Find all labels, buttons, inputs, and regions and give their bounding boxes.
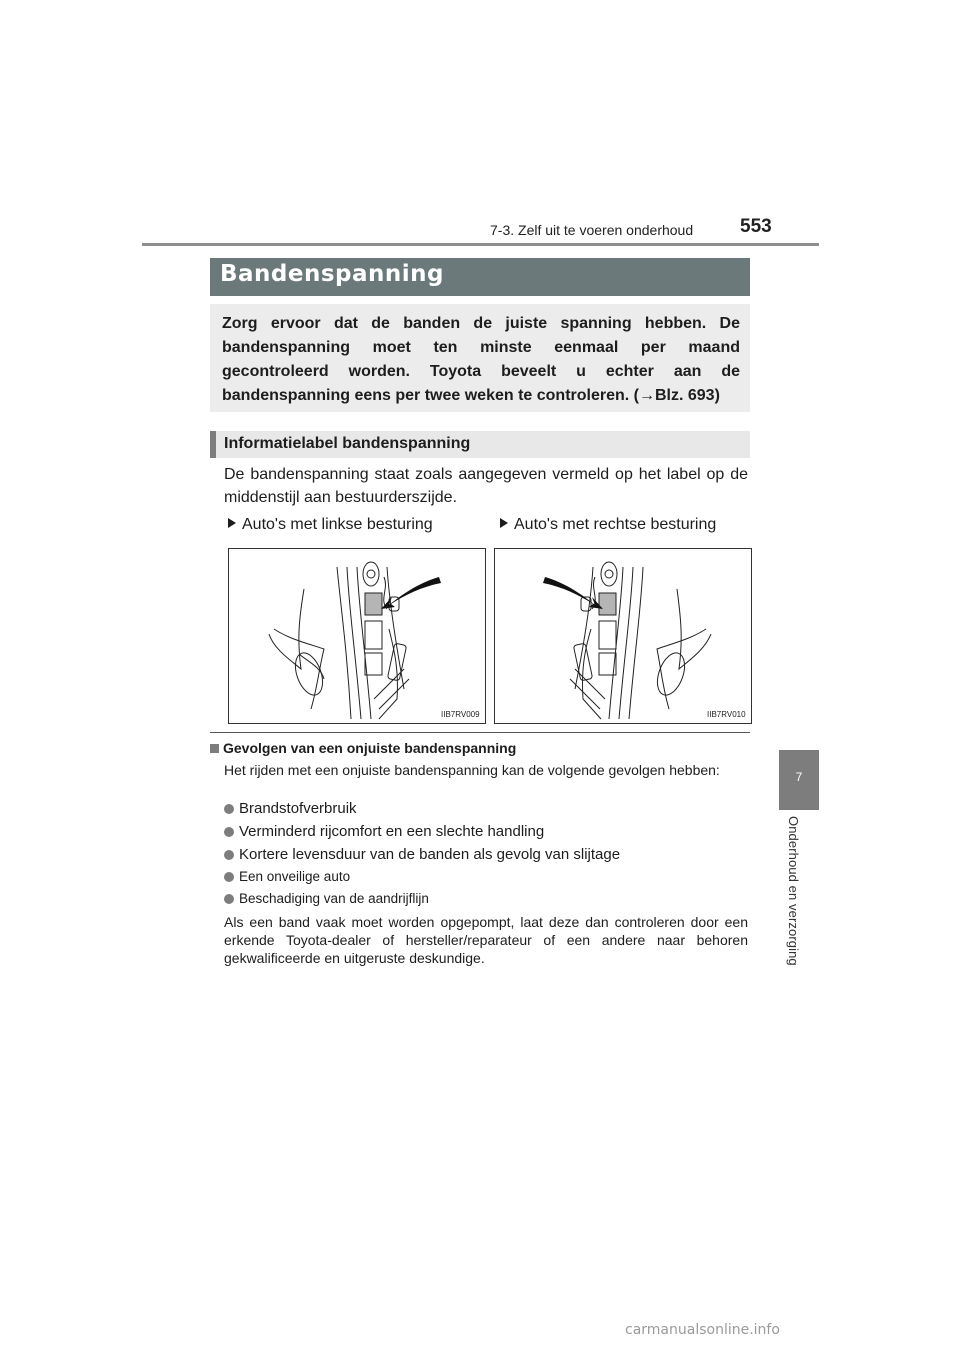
heading-accent-bar bbox=[210, 431, 216, 458]
label-section-body: De bandenspanning staat zoals aangegeven vermeld op het label op de middenstijl aan bestuurderszijde. bbox=[224, 466, 748, 506]
pillar-illustration-right bbox=[495, 549, 751, 723]
label-section-heading bbox=[210, 431, 750, 458]
watermark: carmanualsonline.info bbox=[625, 1322, 780, 1338]
square-bullet-icon bbox=[210, 744, 219, 753]
section-divider bbox=[210, 732, 750, 733]
circle-bullet-icon bbox=[224, 804, 234, 814]
label-section-heading-text: Informatielabel bandenspanning bbox=[224, 435, 471, 452]
triangle-bullet-icon bbox=[228, 518, 236, 528]
figure-rhd-pillar bbox=[494, 548, 752, 724]
triangle-bullet-icon bbox=[500, 518, 508, 528]
circle-bullet-icon bbox=[224, 894, 234, 904]
chapter-tab bbox=[779, 750, 819, 810]
figure-lhd-pillar bbox=[228, 548, 486, 724]
circle-bullet-icon bbox=[224, 827, 234, 837]
circle-bullet-icon bbox=[224, 872, 234, 882]
page-number: 553 bbox=[740, 216, 772, 237]
list-item: Brandstofverbruik bbox=[224, 800, 357, 817]
consequences-outro: Als een band vaak moet worden opgepompt, laat deze dan controleren door een erkende Toyota-dealer of hersteller/reparateur of een andere naar behoren gekwalificeerde en uitgeruste deskundige. bbox=[224, 914, 748, 966]
header-rule bbox=[142, 243, 819, 246]
section-header: 7-3. Zelf uit te voeren onderhoud bbox=[490, 222, 694, 238]
chapter-number: 7 bbox=[795, 770, 803, 784]
consequences-intro: Het rijden met een onjuiste bandenspanning kan de volgende gevolgen hebben: bbox=[224, 762, 720, 778]
figure-code-left: IIB7RV009 bbox=[441, 710, 480, 719]
intro-box bbox=[210, 304, 750, 412]
consequences-heading: Gevolgen van een onjuiste bandenspanning bbox=[210, 740, 516, 756]
page-title: Bandenspanning bbox=[220, 261, 445, 287]
circle-bullet-icon bbox=[224, 850, 234, 860]
list-item: Kortere levensduur van de banden als gevolg van slijtage bbox=[224, 846, 620, 863]
pillar-illustration-left bbox=[229, 549, 485, 723]
intro-text: Zorg ervoor dat de banden de juiste spanning hebben. De bandenspanning moet ten minste eenmaal per maand gecontroleerd worden. Toyota beveelt u echter aan de bandenspanning eens per twee weken te controleren. (→Blz. 693) bbox=[222, 315, 740, 404]
figure-code-right: IIB7RV010 bbox=[707, 710, 746, 719]
list-item: Een onveilige auto bbox=[224, 869, 350, 884]
figure-caption-left: Auto's met linkse besturing bbox=[228, 516, 433, 534]
title-bar bbox=[210, 258, 750, 296]
chapter-label: Onderhoud en verzorging bbox=[786, 816, 801, 966]
list-item: Beschadiging van de aandrijflijn bbox=[224, 891, 429, 906]
figure-caption-right: Auto's met rechtse besturing bbox=[500, 516, 716, 534]
list-item: Verminderd rijcomfort en een slechte handling bbox=[224, 823, 544, 840]
